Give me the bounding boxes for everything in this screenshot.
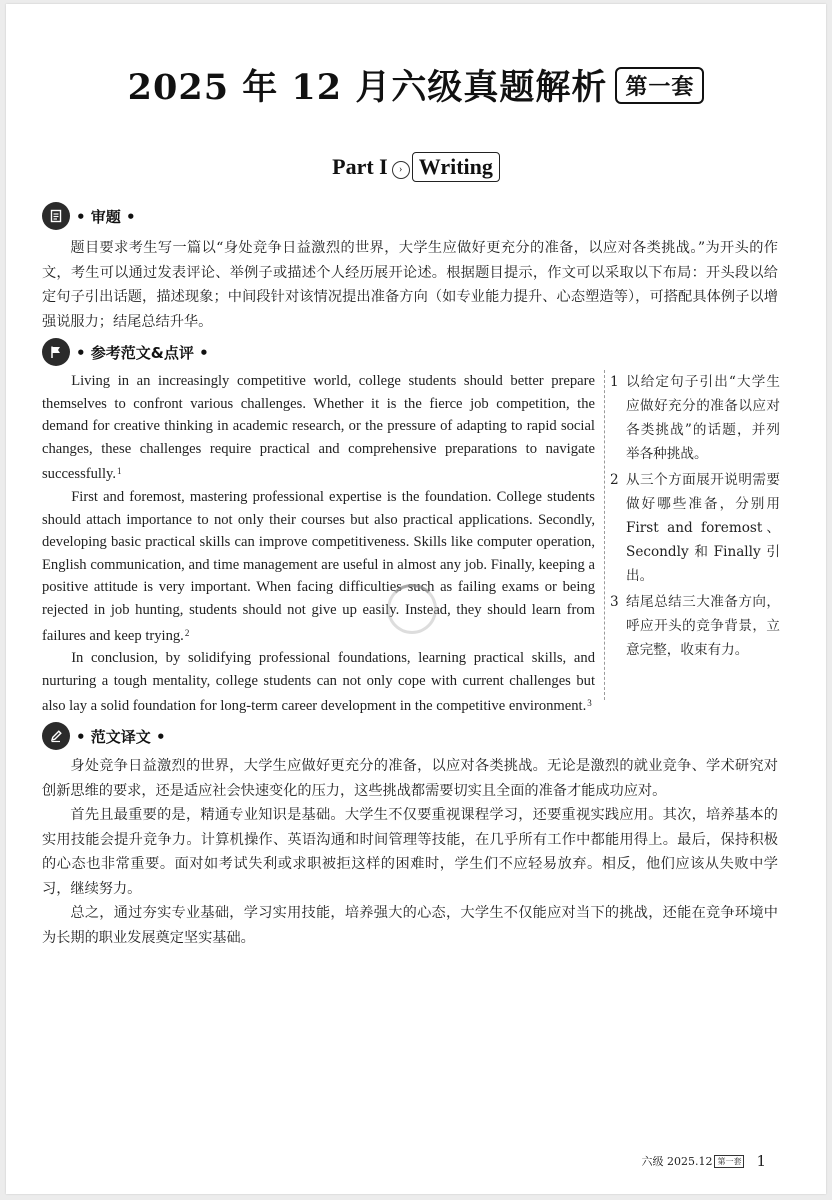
page-footer: [641, 1152, 766, 1170]
section-sample-heading: [42, 338, 209, 366]
note-ref-3: 3: [587, 698, 592, 709]
part-label: Part I: [332, 154, 388, 179]
loading-spinner-icon: [387, 584, 437, 634]
page-number: 1: [756, 1152, 766, 1170]
essay-paragraph-1: Living in an increasingly competitive world, college students should better prepare themselves to confront various challenges. Whether it is the fierce job competition, the demand for creative thinking in academic research, or the pressure of adapting to rapid social changes, these challenges require practical and comprehensive preparations to navigate successfully.$^1$: [42, 373, 595, 483]
essay-paragraph-2: First and foremost, mastering professional expertise is the foundation. College students should attach importance to not only their courses but also practical applications. Secondly, developing basic practical skills can improve competitiveness. Skills like computer operation, English communication, and time management are useful in almost any job. Finally, keeping a positive attitude is very important. When facing difficulties such as failing exams or being rejected in job hunting, students should not give up easily. Instead, they should learn from failures and keep trying.$^2$: [42, 488, 595, 644]
translation-paragraph-1: 身处竞争日益激烈的世界，大学生应做好更充分的准备，以应对各类挑战。无论是激烈的就业竞争、学术研究对创新思维的要求，还是适应社会快速变化的压力，这些挑战都需要切实且全面的准备才能成功应对。: [42, 758, 778, 799]
commentary-notes: [610, 370, 780, 664]
translation-paragraph-3: 总之，通过夯实专业基础，学习实用技能，培养强大的心态，大学生不仅能应对当下的挑战，还能在竞争环境中为长期的职业发展奠定坚实基础。: [42, 905, 778, 946]
translation-paragraph-2: 首先且最重要的是，精通专业知识是基础。大学生不仅要重视课程学习，还要重视实践应用。其次，培养基本的实用技能会提升竞争力。计算机操作、英语沟通和时间管理等技能，在几乎所有工作中都能用得上。最后，保持积极的心态也非常重要。面对如考试失利或求职被拒这样的困难时，学生们不应轻易放弃。相反，他们应该从失败中学习，继续努力。: [42, 807, 778, 897]
note-item: 2 从三个方面展开说明需要做好哪些准备，分别用First and foremost、Secondly和Finally引出。: [610, 472, 780, 584]
section-translation-heading: [42, 722, 166, 750]
flag-icon: [42, 338, 70, 366]
note-item: 1 以给定句子引出“大学生应做好充分的准备以应对各类挑战”的话题，并列举各种挑战。: [610, 374, 780, 462]
set-tag: 第一套: [615, 67, 704, 104]
page-title: [6, 60, 826, 110]
notes-divider: [604, 370, 605, 700]
pen-icon: [42, 722, 70, 750]
translation-text: [42, 754, 778, 950]
review-paragraph: 题目要求考生写一篇以“身处竞争日益激烈的世界，大学生应做好更充分的准备，以应对各类挑战。”为开头的作文，考生可以通过发表评论、举例子或描述个人经历展开论述。根据题目提示，作文可以采取以下布局：开头段以给定句子引出话题，描述现象；中间段针对该情况提出准备方向（如专业能力提升、心态塑造等），可搭配具体例子以增强说服力；结尾总结升华。: [42, 240, 778, 330]
section-translation-title: • 范文译文 •: [76, 727, 166, 746]
document-page: [6, 4, 826, 1194]
section-sample-title: • 参考范文&点评 •: [76, 343, 209, 362]
document-icon: [42, 202, 70, 230]
note-ref-2: 2: [184, 627, 190, 638]
part-word: Writing: [412, 152, 500, 182]
title-text: 2025 年 12 月六级真题解析: [127, 67, 608, 108]
section-review-heading: [42, 202, 136, 230]
footer-label: 六级 2025.12: [641, 1155, 713, 1168]
essay-paragraph-3: In conclusion, by solidifying professional foundations, learning practical skills, and nurturing a tough mentality, college students can not only cope with current challenges but also lay a solid foundation for long-term career development in the competitive environment.$^3$: [42, 650, 595, 715]
sample-essay: [42, 370, 595, 718]
part-heading: [6, 152, 826, 182]
note-item: 3 结尾总结三大准备方向，呼应开头的竞争背景，立意完整，收束有力。: [610, 594, 780, 658]
section-review-title: • 审题 •: [76, 207, 136, 226]
note-ref-1: 1: [117, 466, 122, 477]
footer-tag: 第一套: [714, 1155, 744, 1168]
arrow-icon: ›: [392, 161, 410, 179]
